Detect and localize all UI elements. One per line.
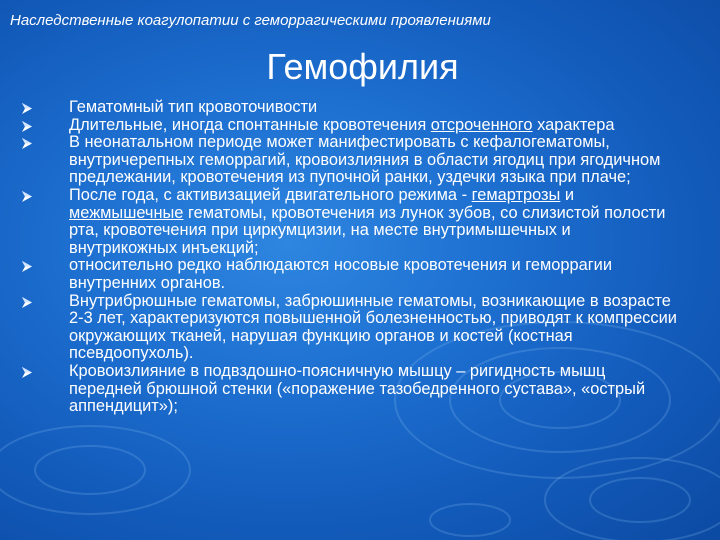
arrow-bullet-icon — [22, 191, 32, 202]
arrow-bullet-icon — [22, 367, 32, 378]
underlined-term: гемартрозы — [471, 185, 561, 204]
arrow-bullet-icon — [22, 121, 32, 132]
bullet-text: Длительные, иногда спонтанные кровотечения — [69, 115, 431, 134]
arrow-bullet-icon — [22, 297, 32, 308]
slide-title — [0, 46, 720, 88]
arrow-bullet-icon — [22, 261, 32, 272]
bullet-item — [22, 117, 682, 135]
bullet-item — [22, 187, 682, 257]
bullet-list — [22, 99, 682, 416]
arrow-bullet-icon — [22, 138, 32, 149]
bullet-text: характера — [532, 115, 615, 134]
bullet-item — [22, 293, 682, 363]
bullet-text: После года, с активизацией двигательного режима - — [69, 185, 472, 204]
bullet-text: Кровоизлияние в подвздошно-поясничную мышцу – ригидность мышц передней брюшной стенки («поражение тазобедренного сустава», «острый аппендицит»); — [69, 361, 646, 416]
bullet-text: относительно редко наблюдаются носовые кровотечения и геморрагии внутренних органов. — [69, 256, 612, 292]
underlined-term: межмышечные — [69, 203, 184, 222]
bullet-item — [22, 99, 682, 117]
bullet-item — [22, 134, 682, 187]
bullet-item — [22, 257, 682, 292]
slide-title-text: Гемофилия — [266, 46, 459, 87]
bullet-text: Гематомный тип кровоточивости — [69, 98, 318, 116]
bullet-text: и — [560, 185, 575, 204]
bullet-item — [22, 363, 682, 416]
arrow-bullet-icon — [22, 103, 32, 114]
underlined-term: отсроченного — [430, 115, 533, 134]
bullet-text: В неонатальном периоде может манифестировать с кефалогематомы, внутричерепных геморрагий, кровоизлияния в области ягодиц при ягодичном предлежании, кровотечения из пупочной ранки, уздечки языка при плаче; — [69, 133, 661, 187]
bullet-text: Внутрибрюшные гематомы, забрюшинные гематомы, возникающие в возрасте 2-3 лет, характеризуются повышенной болезненностью, приводят к компрессии окружающих тканей, нарушая функцию органов и костей (костная псевдоопухоль). — [69, 291, 677, 363]
bullet-text: гематомы, кровотечения из лунок зубов, со слизистой полости рта, кровотечения при циркумцизии, на месте внутримышечных и внутрикожных инъекций; — [69, 203, 666, 257]
slide-subtitle: Наследственные коагулопатии с геморрагическими проявлениями — [10, 12, 491, 29]
